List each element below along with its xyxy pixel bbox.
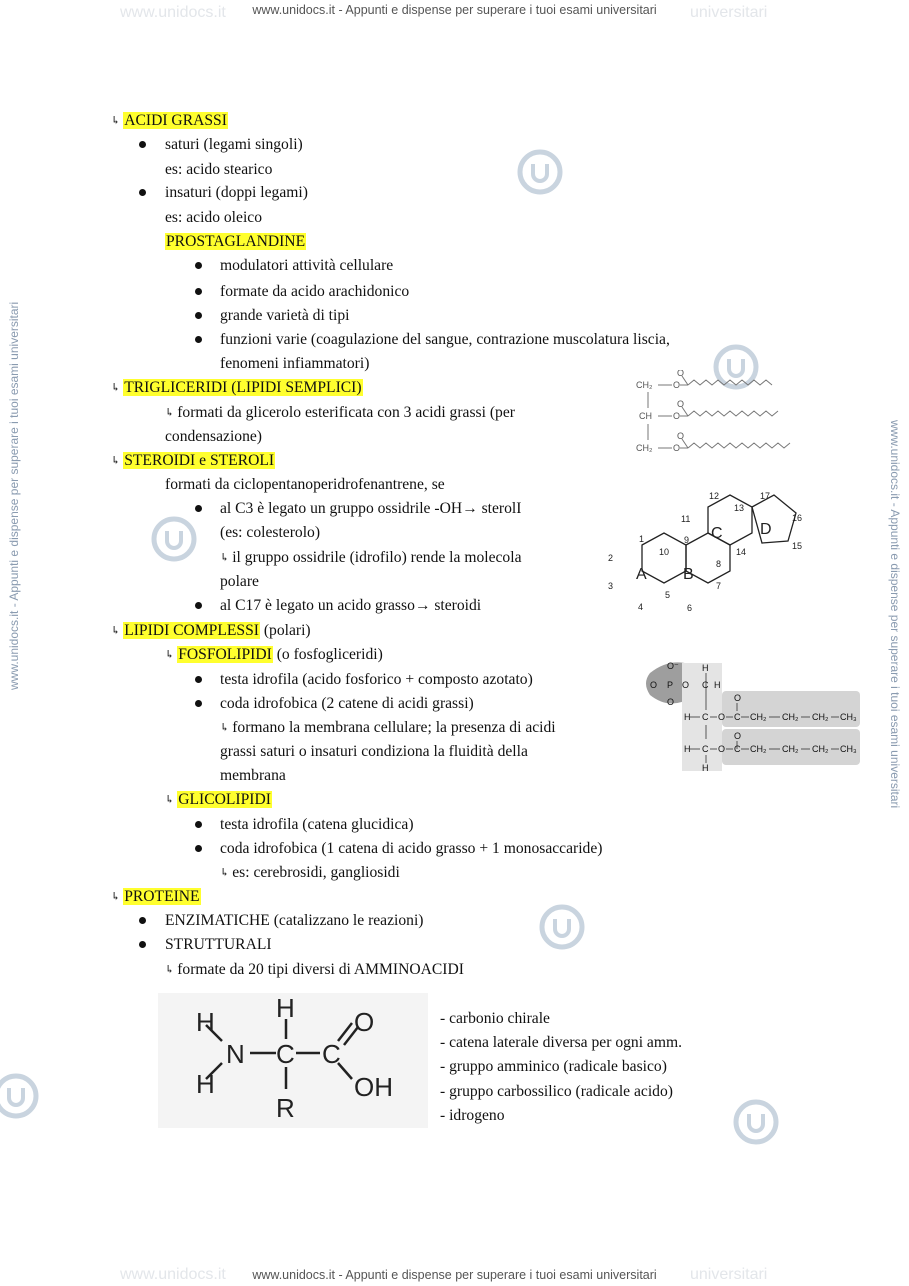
atom-label: C [734, 712, 741, 722]
carbon-number: 1 [639, 534, 645, 544]
side-watermark-right: www.unidocs.it - Appunti e dispense per superare i tuoi esami universitari [888, 420, 902, 809]
atom-label: P [667, 680, 674, 690]
list-item-continuation: fenomeni infiammatori) [220, 355, 370, 372]
bullet-icon [195, 676, 202, 683]
heading-proteine [111, 887, 201, 907]
note-text-content: formate da 20 tipi diversi di AMMINOACIDI [177, 961, 464, 978]
atom-label: O [677, 399, 685, 409]
subheading-text: PROSTAGLANDINE [166, 233, 306, 250]
arrow-icon: ↳ [111, 891, 121, 903]
note-text [220, 863, 400, 883]
bullet-icon [139, 941, 146, 948]
note-text-content: formati da glicerolo esterificata con 3 acidi grassi (per [177, 404, 515, 421]
carbon-number: 12 [709, 491, 720, 501]
atom-label: O [677, 431, 685, 441]
note-continuation: polare [220, 573, 259, 590]
note-text [165, 960, 464, 980]
carbon-number: 16 [792, 513, 803, 523]
atom-label: C [702, 744, 709, 754]
amino-acid-structure-diagram [158, 993, 428, 1128]
list-item: STRUTTURALI [165, 936, 272, 953]
amino-note: - gruppo amminico (radicale basico) [440, 1058, 667, 1075]
carbon-number: 8 [716, 559, 722, 569]
heading-text: ACIDI GRASSI [124, 112, 227, 129]
body-text: formati da ciclopentanoperidrofenantrene, se [165, 476, 445, 493]
atom-label: O [673, 411, 681, 421]
list-item: al C3 è legato un gruppo ossidrile -OH→ sterolI [220, 500, 522, 517]
atom-label: R [276, 1093, 295, 1123]
list-item: modulatori attività cellulare [220, 257, 394, 274]
list-item: testa idrofila (acido fosforico + composto azotato) [220, 671, 533, 688]
subheading-prostaglandine [165, 232, 306, 251]
steroid-nucleus-diagram [604, 485, 810, 615]
atom-label: H [684, 712, 691, 722]
ring-label: A [636, 566, 647, 583]
list-item-continuation: (es: colesterolo) [220, 524, 321, 541]
atom-label: H [702, 763, 709, 773]
atom-label: O [718, 712, 726, 722]
heading-text: LIPIDI COMPLESSI [124, 622, 259, 639]
bullet-icon [195, 288, 202, 295]
list-item: coda idrofobica (2 catene di acidi grassi) [220, 695, 474, 712]
unidocs-logo-icon [516, 148, 564, 196]
unidocs-logo-icon [150, 515, 198, 563]
carbon-number: 14 [736, 547, 747, 557]
note-text-content: es: cerebrosidi, gangliosidi [232, 864, 400, 881]
unidocs-logo-icon [732, 1098, 780, 1146]
bullet-icon [195, 845, 202, 852]
list-item: formate da acido arachidonico [220, 283, 410, 300]
arrow-icon: ↳ [111, 382, 121, 394]
amino-note: - carbonio chirale [440, 1010, 550, 1027]
atom-label: O [673, 380, 681, 390]
arrow-icon: ↳ [165, 964, 175, 976]
ghost-watermark-left-bottom: www.unidocs.it [120, 1266, 226, 1283]
ring-label: D [760, 521, 772, 538]
atom-label: C [702, 712, 709, 722]
bullet-icon [139, 141, 146, 148]
list-item: saturi (legami singoli) [165, 136, 303, 153]
list-item: grande varietà di tipi [220, 307, 350, 324]
unidocs-logo-icon [538, 903, 586, 951]
carbon-number: 3 [608, 581, 614, 591]
carbon-number: 4 [638, 602, 644, 612]
carbon-number: 7 [716, 581, 722, 591]
atom-label: CH₂ [636, 380, 653, 390]
arrow-icon: ↳ [165, 794, 175, 806]
subheading-glicolipidi [165, 790, 272, 810]
amino-note: - gruppo carbossilico (radicale acido) [440, 1083, 673, 1100]
ghost-watermark-left: www.unidocs.it [120, 4, 226, 21]
atom-label: O [677, 370, 685, 378]
atom-label: CH [639, 411, 652, 421]
ghost-watermark-right: universitari [690, 4, 768, 21]
bullet-icon [195, 336, 202, 343]
atom-label: N [226, 1039, 245, 1069]
atom-label: CH₂ [812, 712, 829, 722]
list-item: ENZIMATICHE (catalizzano le reazioni) [165, 912, 424, 929]
carbon-number: 10 [659, 547, 670, 557]
unidocs-logo-icon [0, 1072, 40, 1120]
atom-label: C [276, 1039, 295, 1069]
note-text [220, 548, 522, 568]
atom-label: H [276, 993, 295, 1023]
carbon-number: 5 [665, 590, 671, 600]
heading-lipidi-complessi [111, 621, 311, 641]
heading-note: (polari) [259, 622, 311, 639]
list-item: insaturi (doppi legami) [165, 184, 308, 201]
ring-label: B [683, 566, 694, 583]
heading-text: TRIGLICERIDI (LIPIDI SEMPLICI) [124, 379, 362, 396]
atom-label: CH₂ [782, 712, 799, 722]
amino-note: - catena laterale diversa per ogni amm. [440, 1034, 683, 1051]
note-text [165, 403, 515, 423]
arrow-icon: ↳ [220, 867, 230, 879]
atom-label: C [734, 744, 741, 754]
carbon-number: 11 [681, 514, 691, 524]
heading-steroidi [111, 451, 275, 471]
subheading-fosfolipidi [165, 645, 383, 665]
atom-label: OH [354, 1072, 393, 1102]
atom-label: O⁻ [667, 661, 679, 671]
carbon-number: 13 [734, 503, 745, 513]
atom-label: C [702, 680, 709, 690]
arrow-icon: ↳ [111, 115, 121, 127]
atom-label: O [673, 443, 681, 453]
arrow-icon: ↳ [165, 649, 175, 661]
bullet-icon [139, 917, 146, 924]
example-text: es: acido stearico [165, 161, 273, 178]
atom-label: O [682, 680, 690, 690]
phospholipid-structure-diagram [640, 655, 862, 773]
arrow-icon: ↳ [220, 722, 230, 734]
subheading-note: (o fosfogliceridi) [272, 646, 383, 663]
note-text [220, 718, 556, 738]
triglyceride-structure-diagram [636, 370, 796, 456]
atom-label: CH₂ [636, 443, 653, 453]
heading-text: PROTEINE [124, 888, 200, 905]
subheading-text: GLICOLIPIDI [178, 791, 271, 808]
atom-label: C [322, 1039, 341, 1069]
atom-label: O [650, 680, 658, 690]
arrow-icon: ↳ [165, 407, 175, 419]
list-item: coda idrofobica (1 catena di acido grasso + 1 monosaccaride) [220, 840, 603, 857]
atom-label: O [718, 744, 726, 754]
arrow-icon: ↳ [111, 455, 121, 467]
heading-trigliceridi [111, 378, 363, 398]
note-text-content: il gruppo ossidrile (idrofilo) rende la molecola [232, 549, 522, 566]
note-continuation: condensazione) [165, 428, 262, 445]
note-text-content: formano la membrana cellulare; la presenza di acidi [232, 719, 556, 736]
bullet-icon [195, 602, 202, 609]
footer-watermark: www.unidocs.it - Appunti e dispense per superare i tuoi esami universitari [252, 1268, 657, 1282]
atom-label: H [196, 1069, 215, 1099]
example-text: es: acido oleico [165, 209, 262, 226]
atom-label: O [734, 731, 742, 741]
note-continuation: membrana [220, 767, 286, 784]
amino-note: - idrogeno [440, 1107, 505, 1124]
arrow-icon: ↳ [111, 625, 121, 637]
atom-label: CH₂ [782, 744, 799, 754]
atom-label: CH₃ [840, 712, 857, 722]
atom-label: CH₂ [750, 712, 767, 722]
bullet-icon [195, 700, 202, 707]
carbon-number: 6 [687, 603, 693, 613]
bullet-icon [195, 312, 202, 319]
atom-label: H [196, 1007, 215, 1037]
carbon-number: 17 [760, 491, 771, 501]
carbon-number: 15 [792, 541, 803, 551]
atom-label: H [684, 744, 691, 754]
note-continuation: grassi saturi o insaturi condiziona la fluidità della [220, 743, 528, 760]
bullet-icon [195, 262, 202, 269]
header-watermark: www.unidocs.it - Appunti e dispense per superare i tuoi esami universitari [252, 3, 657, 17]
bullet-icon [139, 189, 146, 196]
atom-label: CH₃ [840, 744, 857, 754]
atom-label: H [714, 680, 721, 690]
list-item: testa idrofila (catena glucidica) [220, 816, 414, 833]
ghost-watermark-right-bottom: universitari [690, 1266, 768, 1283]
heading-text: STEROIDI e STEROLI [124, 452, 275, 469]
subheading-text: FOSFOLIPIDI [178, 646, 272, 663]
bullet-icon [195, 821, 202, 828]
arrow-icon: ↳ [220, 552, 230, 564]
list-item: funzioni varie (coagulazione del sangue, contrazione muscolatura liscia, [220, 331, 670, 348]
carbon-number: 2 [608, 553, 614, 563]
atom-label: H [702, 663, 709, 673]
list-item: al C17 è legato un acido grasso→ steroidi [220, 597, 482, 614]
side-watermark-left: www.unidocs.it - Appunti e dispense per superare i tuoi esami universitari [7, 301, 21, 690]
atom-label: O [354, 1007, 375, 1037]
atom-label: CH₂ [750, 744, 767, 754]
carbon-number: 9 [684, 535, 690, 545]
atom-label: O [734, 693, 742, 703]
atom-label: O [667, 697, 675, 707]
bullet-icon [195, 505, 202, 512]
ring-label: C [711, 525, 723, 542]
heading-acidi-grassi [111, 111, 228, 131]
atom-label: CH₂ [812, 744, 829, 754]
